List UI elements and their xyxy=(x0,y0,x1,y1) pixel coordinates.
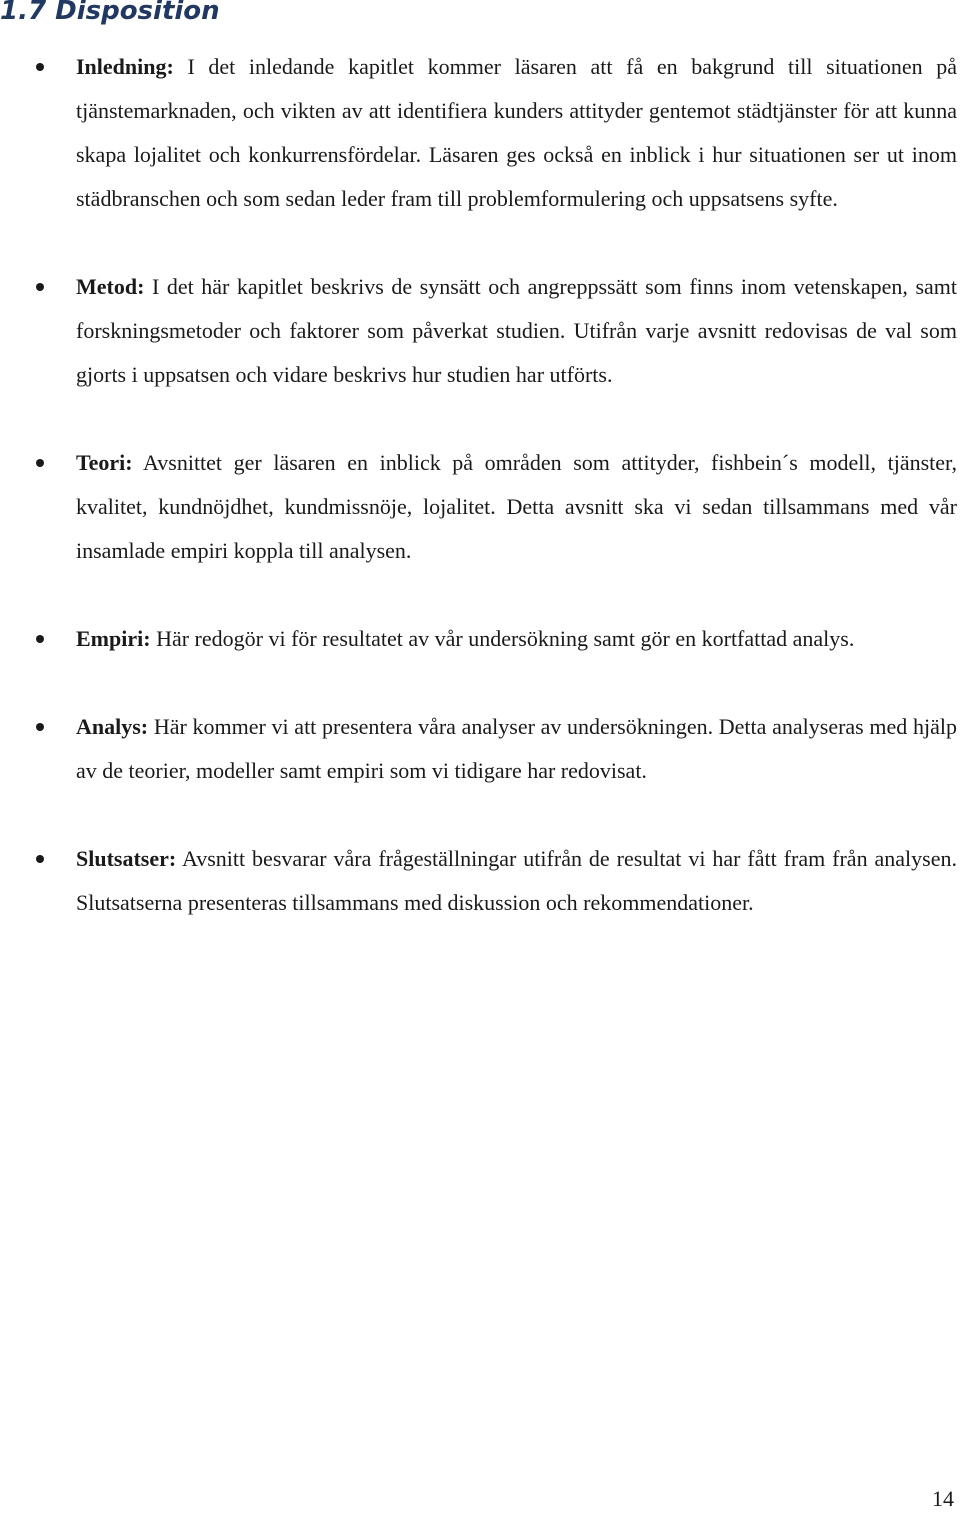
item-term: Teori: xyxy=(76,450,133,475)
disposition-list xyxy=(0,45,960,969)
page-number: 14 xyxy=(932,1486,954,1511)
item-text: Här redogör vi för resultatet av vår undersökning samt gör en kortfattad analys. xyxy=(150,626,855,651)
item-term: Metod: xyxy=(76,274,145,299)
item-term: Empiri: xyxy=(76,626,151,651)
list-item-analys xyxy=(0,705,960,793)
bullet-icon xyxy=(36,635,44,643)
section-heading: 1.7 Disposition xyxy=(0,0,220,26)
bullet-icon xyxy=(36,283,44,291)
list-item-slutsatser xyxy=(0,837,960,925)
list-item-metod xyxy=(0,265,960,397)
item-term: Analys: xyxy=(76,714,149,739)
bullet-icon xyxy=(36,723,44,731)
item-text: I det här kapitlet beskrivs de synsätt och angreppssätt som finns inom vetenskapen, samt forskningsmetoder och faktorer som påverkat studien. Utifrån varje avsnitt redovisas de val som gjorts i uppsatsen och vidare beskrivs hur studien har utförts. xyxy=(76,274,957,387)
item-term: Slutsatser: xyxy=(76,846,177,871)
bullet-icon xyxy=(36,855,44,863)
item-text: Här kommer vi att presentera våra analyser av undersökningen. Detta analyseras med hjälp av de teorier, modeller samt empiri som vi tidigare har redovisat. xyxy=(76,714,957,783)
item-text: Avsnittet ger läsaren en inblick på områden som attityder, fishbein´s modell, tjänster, kvalitet, kundnöjdhet, kundmissnöje, lojalitet. Detta avsnitt ska vi sedan tillsammans med vår insamlade empiri koppla till analysen. xyxy=(76,450,957,563)
item-text: Avsnitt besvarar våra frågeställningar utifrån de resultat vi har fått fram från analysen. Slutsatserna presenteras tillsammans med diskussion och rekommendationer. xyxy=(76,846,957,915)
bullet-icon xyxy=(36,459,44,467)
list-item-teori xyxy=(0,441,960,573)
list-item-inledning xyxy=(0,45,960,221)
bullet-icon xyxy=(36,63,44,71)
item-term: Inledning: xyxy=(76,54,174,79)
item-text: I det inledande kapitlet kommer läsaren att få en bakgrund till situationen på tjänstemarknaden, och vikten av att identifiera kunders attityder gentemot städtjänster för att kunna skapa lojalitet och konkurrensfördelar. Läsaren ges också en inblick i hur situationen ser ut inom städbranschen och som sedan leder fram till problemformulering och uppsatsens syfte. xyxy=(76,54,957,211)
list-item-empiri xyxy=(0,617,960,661)
